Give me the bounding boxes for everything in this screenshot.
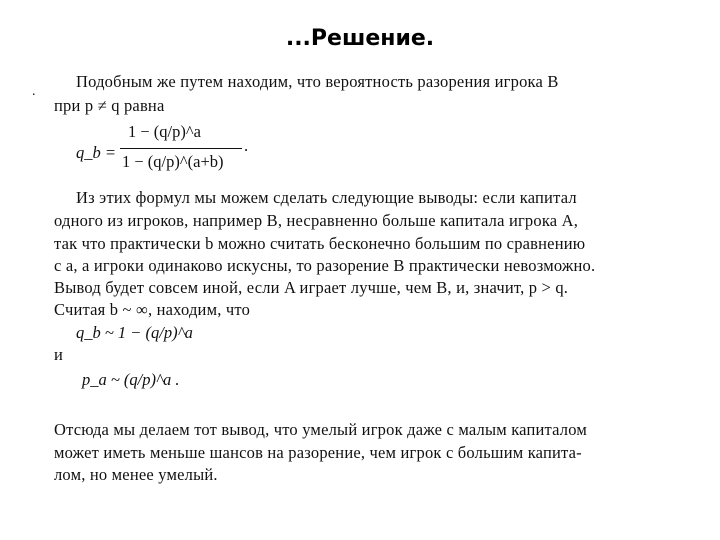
para2-line2: одного из игроков, например B, несравненно больше капитала игрока A, <box>54 211 579 230</box>
para3-line3: лом, но менее умелый. <box>54 465 218 484</box>
formula-qb-denominator: 1 − (q/p)^(a+b) <box>122 152 224 171</box>
conjunction-and: и <box>54 345 64 364</box>
formula-qb-period: . <box>244 136 249 155</box>
para1-line1: Подобным же путем находим, что вероятность разорения игрока B <box>76 72 559 91</box>
formula-qb-numerator: 1 − (q/p)^a <box>128 122 201 141</box>
bullet-dot: . <box>32 84 36 99</box>
formula-qb-lhs: q_b = <box>76 143 117 162</box>
formula-qb-fraction-bar <box>120 148 242 149</box>
para3-line2: может иметь меньше шансов на разорение, чем игрок с большим капита- <box>54 443 582 462</box>
para1-line2: при p ≠ q равна <box>54 96 165 115</box>
para3-line1: Отсюда мы делаем тот вывод, что умелый игрок даже с малым капиталом <box>54 420 588 439</box>
para2-line6: Считая b ~ ∞, находим, что <box>54 300 251 319</box>
para2-line3: так что практически b можно считать бесконечно большим по сравнению <box>54 234 586 253</box>
para2-line5: Вывод будет совсем иной, если A играет лучше, чем B, и, значит, p > q. <box>54 278 569 297</box>
formula-pa-approx: p_a ~ (q/p)^a . <box>82 370 180 389</box>
page-title: ...Решение. <box>285 26 435 51</box>
para2-line4: с a, а игроки одинаково искусны, то разорение B практически невозможно. <box>54 256 596 275</box>
formula-qb-approx: q_b ~ 1 − (q/p)^a <box>76 323 193 342</box>
para2-line1: Из этих формул мы можем сделать следующие выводы: если капитал <box>76 188 577 207</box>
